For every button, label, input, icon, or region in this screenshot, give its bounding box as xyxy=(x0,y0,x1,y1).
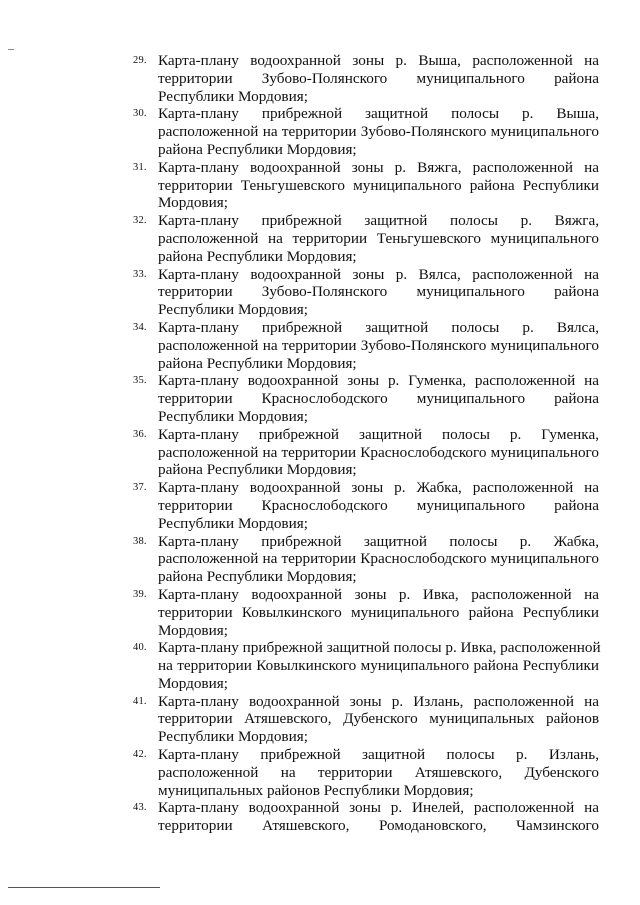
text-line: Республики Мордовия; xyxy=(158,728,308,746)
item-number: 39. xyxy=(133,588,147,600)
item-text xyxy=(158,319,599,372)
text-line: Республики Мордовия; xyxy=(158,301,308,319)
item-number: 42. xyxy=(133,749,147,761)
list-item xyxy=(133,212,599,265)
item-number: 34. xyxy=(133,321,147,333)
footnote-separator-line xyxy=(8,887,160,888)
text-line: территории Атяшевского, Ромодановского, Чамзинского xyxy=(158,817,599,835)
text-line: Мордовия; xyxy=(158,674,228,692)
item-text xyxy=(158,212,599,265)
list-item xyxy=(133,266,599,319)
list-item xyxy=(133,426,599,479)
item-number: 32. xyxy=(133,215,147,227)
text-line: Карта-плану прибрежной защитной полосы р. Ивка, расположенной xyxy=(158,639,601,657)
text-line: территории Краснослободского муниципального района xyxy=(158,390,599,408)
text-line: района Республики Мордовия; xyxy=(158,247,357,265)
item-text xyxy=(158,799,599,835)
item-number: 41. xyxy=(133,695,147,707)
list-item xyxy=(133,639,599,692)
text-line: Карта-плану прибрежной защитной полосы р. Жабка, xyxy=(158,532,599,550)
item-number: 35. xyxy=(133,375,147,387)
item-text xyxy=(158,105,599,158)
text-line: Мордовия; xyxy=(158,194,228,212)
list-item xyxy=(133,372,599,425)
text-line: Карта-плану водоохранной зоны р. Вялса, расположенной на xyxy=(158,265,599,283)
item-text xyxy=(158,52,599,105)
text-line: территории Зубово-Полянского муниципального района xyxy=(158,69,599,87)
item-text xyxy=(158,266,599,319)
list-item xyxy=(133,159,599,212)
text-line: территории Зубово-Полянского муниципального района xyxy=(158,283,599,301)
item-text xyxy=(158,426,599,479)
text-line: Республики Мордовия; xyxy=(158,407,308,425)
text-line: Карта-плану водоохранной зоны р. Гуменка, расположенной на xyxy=(158,372,599,390)
item-number: 40. xyxy=(133,642,147,654)
item-number: 31. xyxy=(133,161,147,173)
item-number: 29. xyxy=(133,55,147,66)
text-line: территории Краснослободского муниципального района xyxy=(158,496,599,514)
text-line: района Республики Мордовия; xyxy=(158,354,357,372)
item-number: 37. xyxy=(133,482,147,494)
item-text xyxy=(158,586,599,639)
text-line: Карта-плану водоохранной зоны р. Вяжга, расположенной на xyxy=(158,158,599,176)
text-line: Мордовия; xyxy=(158,621,228,639)
text-line: территории Ковылкинского муниципального района Республики xyxy=(158,603,599,621)
text-line: расположенной на территории Атяшевского, Дубенского xyxy=(158,763,599,781)
text-line: Карта-плану прибрежной защитной полосы р. Излань, xyxy=(158,746,599,764)
scan-artifact-mark xyxy=(8,49,14,50)
item-number: 33. xyxy=(133,268,147,280)
text-line: расположенной на территории Теньгушевского муниципального xyxy=(158,229,599,247)
item-text xyxy=(158,693,599,746)
text-line: Карта-плану прибрежной защитной полосы р. Гуменка, xyxy=(158,425,599,443)
text-line: расположенной на территории Зубово-Полянского муниципального xyxy=(158,336,599,354)
map-plan-list xyxy=(133,52,599,835)
list-item xyxy=(133,799,599,835)
list-item xyxy=(133,746,599,799)
item-text xyxy=(158,639,599,692)
text-line: территории Атяшевского, Дубенского муниципальных районов xyxy=(158,710,599,728)
text-line: Карта-плану водоохранной зоны р. Излань, расположенной на xyxy=(158,692,599,710)
list-item xyxy=(133,105,599,158)
list-item xyxy=(133,479,599,532)
text-line: расположенной на территории Зубово-Полянского муниципального xyxy=(158,123,599,141)
text-line: Карта-плану водоохранной зоны р. Ивка, расположенной на xyxy=(158,585,599,603)
list-item xyxy=(133,52,599,105)
list-item xyxy=(133,586,599,639)
item-number: 43. xyxy=(133,802,147,814)
item-number: 36. xyxy=(133,428,147,440)
text-line: Республики Мордовия; xyxy=(158,514,308,532)
text-line: района Республики Мордовия; xyxy=(158,140,357,158)
list-item xyxy=(133,319,599,372)
text-line: Республики Мордовия; xyxy=(158,87,308,105)
item-text xyxy=(158,372,599,425)
text-line: Карта-плану прибрежной защитной полосы р. Вялса, xyxy=(158,318,599,336)
list-item xyxy=(133,533,599,586)
text-line: Карта-плану водоохранной зоны р. Жабка, расположенной на xyxy=(158,479,599,497)
text-line: Карта-плану водоохранной зоны р. Инелей, расположенной на xyxy=(158,799,599,817)
item-text xyxy=(158,746,599,799)
item-number: 30. xyxy=(133,108,147,120)
text-line: района Республики Мордовия; xyxy=(158,461,357,479)
text-line: на территории Ковылкинского муниципального района Республики xyxy=(158,657,599,675)
text-line: расположенной на территории Краснослободского муниципального xyxy=(158,550,599,568)
text-line: Карта-плану водоохранной зоны р. Выша, расположенной на xyxy=(158,52,599,69)
text-line: муниципальных районов Республики Мордовия; xyxy=(158,781,474,799)
text-line: района Республики Мордовия; xyxy=(158,568,357,586)
text-line: Карта-плану прибрежной защитной полосы р. Вяжга, xyxy=(158,212,599,230)
text-line: расположенной на территории Краснослободского муниципального xyxy=(158,443,599,461)
item-number: 38. xyxy=(133,535,147,547)
text-line: Карта-плану прибрежной защитной полосы р. Выша, xyxy=(158,105,599,123)
text-line: территории Теньгушевского муниципального района Республики xyxy=(158,176,599,194)
list-item xyxy=(133,693,599,746)
item-text xyxy=(158,479,599,532)
item-text xyxy=(158,533,599,586)
item-text xyxy=(158,159,599,212)
